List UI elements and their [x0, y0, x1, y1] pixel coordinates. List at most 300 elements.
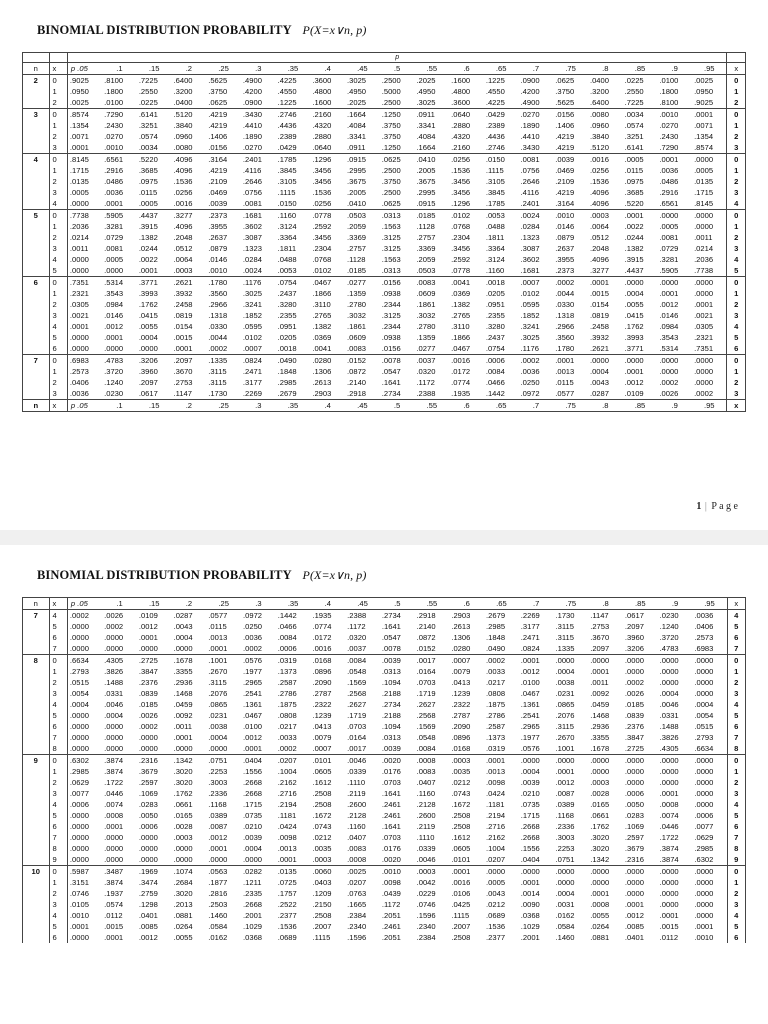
prob-cell: .0021 — [694, 311, 714, 320]
prob-cell: .1160 — [276, 210, 311, 222]
prob-cell: .0001 — [449, 866, 484, 878]
n-cell — [23, 288, 50, 299]
prob-cell: .2109 — [555, 177, 575, 186]
prob-cell: .0000 — [67, 743, 102, 755]
prob-cell: .1785 — [276, 154, 311, 166]
prob-cell: .0207 — [276, 755, 311, 767]
prob-cell: .2500 — [381, 98, 401, 107]
prob-cell: .2765 — [312, 311, 332, 320]
x-cell: 6 — [49, 932, 67, 943]
prob-cell: .0105 — [67, 899, 102, 910]
prob-cell: .0025 — [345, 866, 380, 878]
prob-cell: .0415 — [624, 311, 644, 320]
prob-cell: .0410 — [414, 154, 449, 166]
prob-cell: .1678 — [172, 655, 207, 667]
prob-cell: .3241 — [520, 322, 540, 331]
n-cell: 2 — [23, 75, 50, 87]
prob-cell: .0007 — [519, 277, 554, 289]
prob-cell: .0039 — [243, 833, 263, 842]
prob-cell: .0004 — [138, 333, 158, 342]
prob-cell: .3845 — [277, 166, 297, 175]
prob-cell: .0185 — [347, 266, 367, 275]
prob-cell: .0001 — [208, 644, 228, 653]
header-p: .95 — [692, 63, 727, 75]
prob-cell: .0001 — [138, 633, 158, 642]
prob-cell: .0277 — [345, 277, 380, 289]
prob-cell: .0625 — [380, 154, 415, 166]
prob-cell: .4800 — [312, 87, 332, 96]
prob-cell: .1306 — [451, 633, 471, 642]
prob-cell: .3164 — [206, 154, 241, 166]
prob-cell: .2759 — [138, 889, 158, 898]
prob-cell: .2508 — [312, 789, 332, 798]
prob-cell: .0467 — [451, 344, 471, 353]
x-cell: 5 — [49, 810, 67, 821]
prob-cell: .0000 — [553, 755, 588, 767]
table-row — [23, 799, 746, 810]
prob-cell: .0025 — [67, 97, 102, 109]
prob-cell: .0020 — [381, 855, 401, 864]
prob-cell: .0270 — [104, 132, 124, 141]
table-row — [23, 277, 746, 289]
prob-cell: .0168 — [451, 744, 471, 753]
prob-cell: .2336 — [208, 789, 228, 798]
header-p: .35 — [276, 598, 311, 610]
prob-cell: .0000 — [67, 254, 102, 265]
prob-cell: .0429 — [484, 109, 519, 121]
prob-cell: .1468 — [173, 689, 193, 698]
prob-cell: .2541 — [243, 689, 263, 698]
prob-cell: .3200 — [589, 87, 609, 96]
prob-cell: .0703 — [347, 722, 367, 731]
prob-cell: .1719 — [416, 689, 436, 698]
prob-cell: .0330 — [208, 322, 228, 331]
prob-cell: .2746 — [485, 143, 505, 152]
x-cell-right: 3 — [727, 142, 746, 154]
x-cell: 5 — [49, 710, 67, 721]
prob-cell: .0205 — [485, 289, 505, 298]
x-cell: 2 — [49, 299, 67, 310]
table-row — [23, 120, 746, 131]
prob-cell: .4436 — [485, 132, 505, 141]
prob-cell: .0092 — [590, 689, 610, 698]
prob-cell: .0001 — [104, 933, 124, 942]
prob-cell: .0005 — [623, 154, 658, 166]
prob-cell: .3955 — [208, 222, 228, 231]
prob-cell: .0135 — [67, 176, 102, 187]
prob-cell: .0778 — [310, 210, 345, 222]
prob-cell: .0768 — [312, 255, 332, 264]
prob-cell: .0661 — [173, 800, 193, 809]
prob-cell: .0000 — [104, 633, 124, 642]
prob-cell: .0368 — [520, 911, 540, 920]
prob-cell: .0001 — [623, 210, 658, 222]
table-row — [23, 821, 746, 832]
table-row — [23, 310, 746, 321]
n-cell — [23, 131, 50, 142]
prob-cell: .1094 — [381, 678, 401, 687]
prob-cell: .1641 — [381, 822, 401, 831]
prob-cell: .6400 — [172, 75, 207, 87]
x-cell: 1 — [49, 120, 67, 131]
prob-cell: .0154 — [173, 322, 193, 331]
prob-cell: .0439 — [381, 889, 401, 898]
x-cell-right: 0 — [727, 655, 745, 667]
prob-cell: .2401 — [241, 154, 276, 166]
prob-cell: .1115 — [312, 933, 331, 942]
prob-cell: .0703 — [381, 778, 401, 787]
prob-cell: .3915 — [138, 222, 158, 231]
prob-cell: .0284 — [520, 222, 540, 231]
prob-cell: .0406 — [694, 622, 714, 631]
header-n: n — [23, 400, 50, 412]
prob-cell: .2597 — [138, 778, 158, 787]
prob-cell: .1074 — [172, 866, 207, 878]
prob-cell: .2597 — [624, 833, 644, 842]
prob-cell: .2936 — [590, 722, 610, 731]
prob-cell: .1001 — [555, 744, 575, 753]
prob-cell: .0839 — [138, 689, 158, 698]
prob-cell: .6400 — [589, 98, 609, 107]
table-row — [23, 677, 746, 688]
x-cell-right: 1 — [727, 877, 745, 888]
prob-cell: .4320 — [451, 132, 471, 141]
prob-cell: .4219 — [208, 166, 228, 175]
prob-cell: .2966 — [208, 300, 228, 309]
prob-cell: .0106 — [451, 889, 471, 898]
prob-cell: .6634 — [67, 655, 102, 667]
table-row — [23, 766, 746, 777]
prob-cell: .0024 — [242, 266, 262, 275]
table-row — [23, 165, 746, 176]
prob-cell: .4219 — [555, 132, 575, 141]
x-cell-right: 0 — [727, 154, 746, 166]
x-cell-right: 0 — [727, 109, 746, 121]
prob-cell: .0264 — [173, 922, 193, 931]
prob-cell: .0053 — [277, 266, 297, 275]
prob-cell: .0001 — [692, 109, 727, 121]
n-cell — [23, 321, 50, 332]
prob-cell: .0006 — [624, 789, 644, 798]
prob-cell: .0064 — [589, 222, 609, 231]
prob-cell: .0735 — [243, 811, 263, 820]
table-row — [23, 142, 746, 154]
prob-cell: .0725 — [277, 878, 297, 887]
prob-cell: .0207 — [486, 855, 506, 864]
prob-cell: .4783 — [659, 644, 679, 653]
prob-cell: .0250 — [243, 622, 263, 631]
prob-cell: .0164 — [347, 733, 367, 742]
prob-cell: .2592 — [312, 222, 332, 231]
prob-cell: .0101 — [310, 755, 345, 767]
prob-cell: .0205 — [277, 333, 297, 342]
prob-cell: .3543 — [104, 289, 124, 298]
prob-cell: .0002 — [624, 678, 644, 687]
prob-cell: .0703 — [381, 833, 401, 842]
prob-cell: .1600 — [449, 75, 484, 87]
n-cell — [23, 643, 50, 655]
prob-cell: .0000 — [694, 911, 714, 920]
prob-cell: .0000 — [104, 844, 124, 853]
prob-cell: .3369 — [416, 244, 436, 253]
prob-cell: .3200 — [173, 87, 193, 96]
prob-cell: .1730 — [553, 610, 588, 622]
prob-cell: .0037 — [414, 355, 449, 367]
prob-cell: .2322 — [451, 700, 471, 709]
header-p: .55 — [415, 598, 450, 610]
prob-cell: .2880 — [312, 132, 332, 141]
x-cell-right: 5 — [727, 710, 745, 721]
prob-cell: .2684 — [173, 878, 193, 887]
prob-cell: .0112 — [104, 911, 123, 920]
prob-cell: .4305 — [102, 655, 137, 667]
x-cell-right: 8 — [727, 743, 745, 755]
table-row — [23, 699, 746, 710]
n-cell — [23, 254, 50, 265]
prob-cell: .0146 — [555, 222, 575, 231]
header-p: .15 — [137, 63, 172, 75]
prob-cell: .2753 — [173, 378, 193, 387]
header-p: .65 — [484, 400, 519, 412]
prob-cell: .0004 — [208, 733, 228, 742]
table-row — [23, 743, 746, 755]
prob-cell: .2716 — [486, 822, 506, 831]
prob-cell: .0244 — [624, 233, 644, 242]
header-p: .4 — [310, 598, 345, 610]
prob-cell: .0002 — [484, 655, 519, 667]
prob-cell: .1875 — [486, 700, 506, 709]
prob-cell: .0574 — [624, 121, 644, 130]
x-cell: 6 — [49, 721, 67, 732]
prob-cell: .6634 — [694, 744, 714, 753]
n-cell — [23, 621, 50, 632]
table-row — [23, 932, 746, 943]
page-2 — [0, 545, 768, 1024]
n-cell — [23, 187, 50, 198]
prob-cell: .7225 — [624, 98, 644, 107]
x-cell: 7 — [49, 832, 67, 843]
prob-cell: .0287 — [589, 389, 609, 398]
page-number: 1 — [696, 501, 702, 512]
prob-cell: .5120 — [589, 143, 609, 152]
prob-cell: .4900 — [520, 98, 540, 107]
prob-cell: .1004 — [486, 844, 506, 853]
prob-cell: .0000 — [659, 367, 679, 376]
header-p: .15 — [137, 598, 172, 610]
prob-cell: .0000 — [659, 778, 679, 787]
prob-cell: .2340 — [416, 922, 436, 931]
prob-cell: .0486 — [659, 177, 679, 186]
prob-cell: .0046 — [104, 700, 124, 709]
prob-cell: .0172 — [312, 633, 332, 642]
prob-cell: .3874 — [659, 844, 679, 853]
prob-cell: .4219 — [555, 188, 575, 197]
prob-cell: .0629 — [67, 777, 102, 788]
prob-cell: .0000 — [173, 844, 193, 853]
prob-cell: .0010 — [657, 109, 692, 121]
prob-cell: .0017 — [347, 744, 367, 753]
prob-cell: .0617 — [138, 389, 158, 398]
header-p: p .05 — [67, 400, 102, 412]
prob-cell: .0000 — [590, 878, 610, 887]
prob-cell: .4200 — [242, 87, 262, 96]
n-cell: 7 — [23, 355, 50, 367]
prob-cell: .3087 — [242, 233, 262, 242]
header-p: .4 — [310, 400, 345, 412]
x-cell-right: 2 — [727, 377, 746, 388]
prob-cell: .1323 — [520, 233, 540, 242]
prob-cell: .0548 — [416, 733, 436, 742]
prob-cell: .0001 — [694, 300, 714, 309]
prob-cell: .1382 — [312, 322, 332, 331]
table-row — [23, 888, 746, 899]
header-x-right: x — [727, 400, 746, 412]
prob-cell: .3456 — [451, 188, 471, 197]
prob-cell: .0547 — [381, 633, 401, 642]
header-x-right: x — [727, 598, 745, 610]
prob-cell: .0000 — [659, 667, 679, 676]
header-p: .8 — [588, 400, 623, 412]
n-cell: 5 — [23, 210, 50, 222]
prob-cell: .4320 — [312, 121, 332, 130]
prob-cell: .2048 — [173, 233, 193, 242]
p-marker: p — [67, 53, 727, 63]
prob-cell: .0018 — [277, 344, 297, 353]
prob-cell: .2668 — [243, 789, 263, 798]
x-cell-right: 2 — [727, 131, 746, 142]
x-cell: 6 — [49, 632, 67, 643]
prob-cell: .0000 — [694, 678, 714, 687]
prob-cell: .3125 — [381, 233, 401, 242]
n-cell — [23, 854, 50, 866]
prob-cell: .3474 — [138, 878, 158, 887]
prob-cell: .1488 — [659, 722, 679, 731]
prob-cell: .1852 — [242, 311, 262, 320]
prob-cell: .1969 — [137, 866, 172, 878]
x-cell: 4 — [49, 321, 67, 332]
prob-cell: .1094 — [381, 722, 401, 731]
prob-cell: .0284 — [242, 255, 262, 264]
prob-cell: .2304 — [312, 244, 332, 253]
prob-cell: .1460 — [555, 933, 575, 942]
prob-cell: .7225 — [137, 75, 172, 87]
prob-cell: .0021 — [67, 310, 102, 321]
prob-cell: .0746 — [67, 888, 102, 899]
prob-cell: .1239 — [312, 711, 332, 720]
header-p: .25 — [206, 598, 241, 610]
table-row — [23, 288, 746, 299]
prob-cell: .0230 — [104, 389, 124, 398]
prob-cell: .0000 — [692, 154, 727, 166]
n-cell — [23, 243, 50, 254]
prob-cell: .0000 — [692, 277, 727, 289]
prob-cell: .2388 — [416, 389, 436, 398]
x-cell-right: 2 — [727, 777, 745, 788]
prob-cell: .0000 — [67, 732, 102, 743]
prob-cell: .2007 — [451, 922, 471, 931]
x-cell-right: 4 — [727, 910, 745, 921]
prob-cell: .0002 — [243, 644, 263, 653]
prob-cell: .1373 — [486, 733, 506, 742]
prob-cell: .1722 — [104, 778, 124, 787]
prob-cell: .1240 — [659, 622, 679, 631]
prob-cell: .4437 — [624, 266, 644, 275]
table-row — [23, 854, 746, 866]
prob-cell: .1719 — [347, 711, 367, 720]
header-p: .85 — [623, 400, 658, 412]
prob-cell: .1641 — [381, 622, 401, 631]
prob-cell: .0003 — [449, 755, 484, 767]
prob-cell: .3277 — [589, 266, 609, 275]
header-p: .7 — [519, 400, 554, 412]
page-footer: 1 | P a g e — [696, 501, 738, 512]
prob-cell: .1977 — [243, 667, 263, 676]
header-p: .8 — [588, 63, 623, 75]
prob-cell: .2304 — [451, 233, 471, 242]
n-cell — [23, 699, 50, 710]
x-cell-right: 5 — [727, 810, 745, 821]
footer-header-row — [23, 400, 746, 412]
prob-cell: .0915 — [345, 154, 380, 166]
prob-cell: .0010 — [208, 266, 228, 275]
x-cell-right: 4 — [727, 321, 746, 332]
table-row — [23, 899, 746, 910]
prob-cell: .0503 — [345, 210, 380, 222]
prob-cell: .3355 — [173, 667, 193, 676]
x-cell-right: 5 — [727, 921, 745, 932]
prob-cell: .8574 — [694, 143, 714, 152]
prob-cell: .0319 — [486, 744, 506, 753]
prob-cell: .0729 — [659, 244, 679, 253]
prob-cell: .2757 — [416, 233, 436, 242]
prob-cell: .0413 — [451, 678, 471, 687]
prob-cell: .0084 — [345, 655, 380, 667]
prob-cell: .0512 — [589, 233, 609, 242]
prob-cell: .2335 — [243, 889, 263, 898]
header-p: .85 — [623, 598, 658, 610]
prob-cell: .0002 — [694, 389, 714, 398]
x-cell-right: 2 — [727, 888, 745, 899]
prob-cell: .0002 — [519, 355, 554, 367]
prob-cell: .7351 — [694, 344, 714, 353]
prob-cell: .0081 — [104, 244, 124, 253]
x-cell-right: 3 — [727, 310, 746, 321]
header-p: .1 — [102, 598, 137, 610]
prob-cell: .0007 — [312, 744, 332, 753]
prob-cell: .0225 — [623, 75, 658, 87]
prob-cell: .0488 — [485, 222, 505, 231]
x-cell-right: 5 — [727, 265, 746, 277]
x-cell: 4 — [49, 254, 67, 265]
header-p: .9 — [658, 598, 693, 610]
prob-cell: .3560 — [208, 289, 228, 298]
prob-cell: .3750 — [555, 87, 575, 96]
header-p: .9 — [657, 63, 692, 75]
prob-cell: .2592 — [451, 255, 471, 264]
prob-cell: .4437 — [137, 210, 172, 222]
prob-cell: .4096 — [173, 166, 193, 175]
prob-cell: .0010 — [67, 910, 102, 921]
prob-cell: .0000 — [67, 632, 102, 643]
prob-cell: .0003 — [312, 855, 332, 864]
prob-cell: .0185 — [138, 700, 158, 709]
prob-cell: .1664 — [416, 143, 436, 152]
prob-cell: .0574 — [104, 900, 124, 909]
prob-cell: .3369 — [347, 233, 367, 242]
prob-cell: .1110 — [347, 778, 366, 787]
prob-cell: .0003 — [415, 866, 450, 878]
prob-cell: .4225 — [485, 98, 505, 107]
